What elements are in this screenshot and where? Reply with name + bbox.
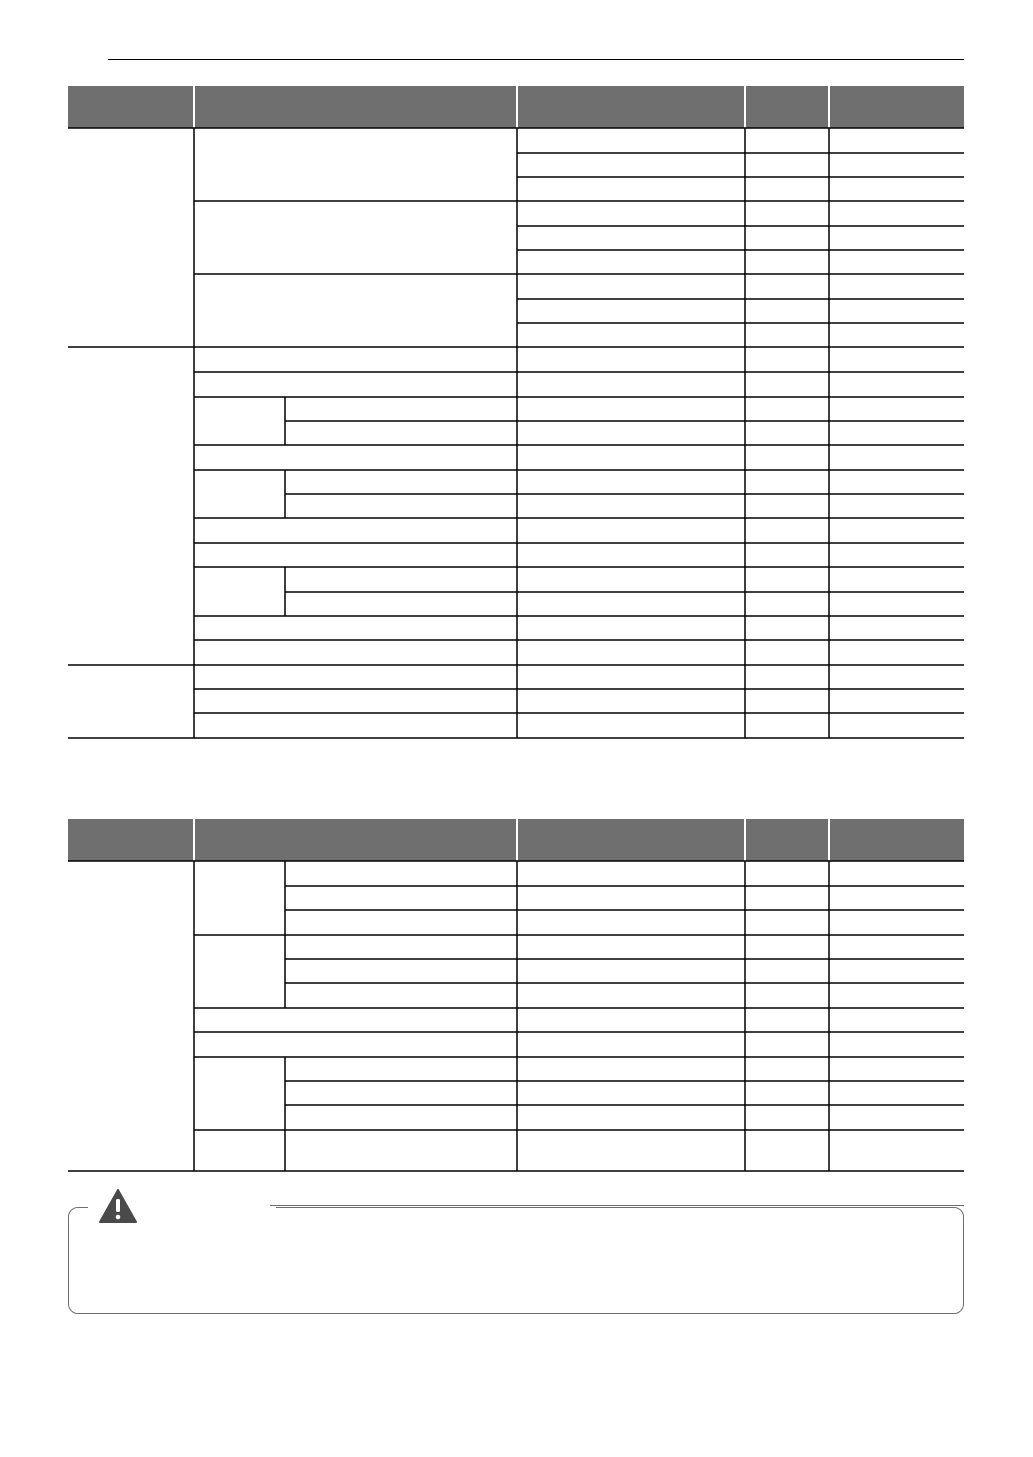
warning-exclamation-dot	[116, 1215, 121, 1220]
warning-triangle-icon	[98, 1188, 138, 1224]
tables-layer	[68, 86, 964, 1171]
caution-title-rule	[270, 1205, 964, 1206]
caution-box	[68, 1207, 964, 1314]
warning-exclamation-bar	[116, 1199, 120, 1212]
